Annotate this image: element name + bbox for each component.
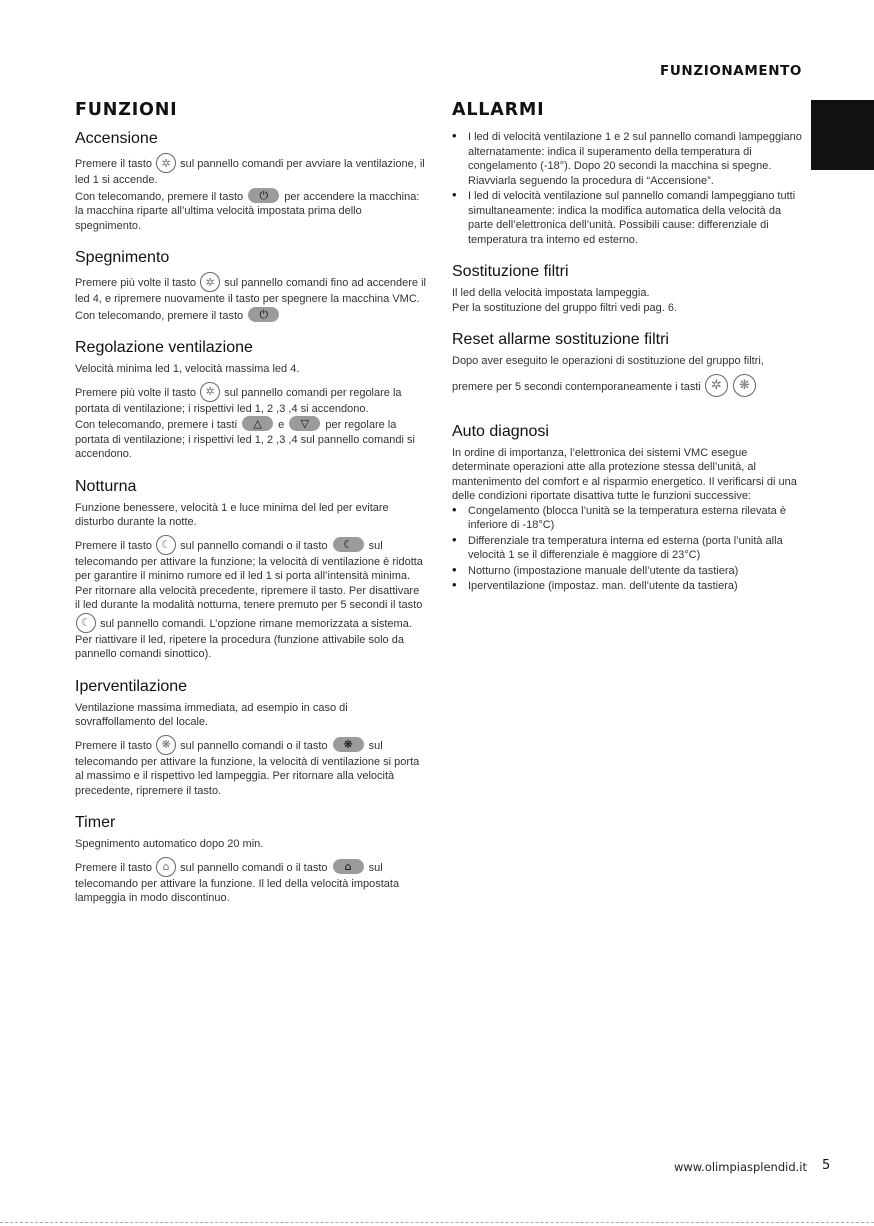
power-remote-icon: ⏻ xyxy=(248,188,279,203)
iperventilazione-section xyxy=(75,678,427,799)
moon-key-icon: ☾ xyxy=(156,535,176,555)
hyper-key-icon: ❋ xyxy=(156,735,176,755)
reset-heading: Reset allarme sostituzione filtri xyxy=(452,331,669,348)
sostituzione-text-2: Per la sostituzione del gruppo filtri vedi pag. 6. xyxy=(452,301,678,314)
sostituzione-heading: Sostituzione filtri xyxy=(452,263,569,280)
timer-remote-icon: ⌂ xyxy=(333,859,364,874)
notturna-section xyxy=(75,478,427,662)
spegnimento-heading: Spegnimento xyxy=(75,249,170,266)
notturna-text-2: Premere il tasto ☾ sul pannello comandi o il tasto ☾ sul telecomando per attivare la funzione; la velocità di ventilazione è ridotta per garantire il minimo rumore ed il led 1 si porta all’intensità minima. Per ritornare alla velocità precedente, ripremere il tasto. Per disattivare il led durante la modalità notturna, tenere premuto per 5 secondi il tasto ☾ sul pannello comandi. L’opzione rimane memorizzata a sistema. Per riattivare il led, ripetere la procedura (funzione attivabile solo da pannello comandi sinottico). xyxy=(75,535,427,662)
moon-key-icon: ☾ xyxy=(76,613,96,633)
regolazione-heading: Regolazione ventilazione xyxy=(75,339,253,356)
fan-key-icon: ✲ xyxy=(705,374,728,397)
auto-diagnosi-item: • Differenziale tra temperatura interna ed esterna (porta l’unità alla velocità 1 se il differenziale è maggiore di 23°C) xyxy=(452,534,804,563)
power-remote-icon: ⏻ xyxy=(248,307,279,322)
spegnimento-section xyxy=(75,249,427,323)
spegnimento-text-1: Premere più volte il tasto ✲ sul pannello comandi fino ad accendere il led 4, e ripremere nuovamente il tasto per spegnere la macchina VMC. xyxy=(75,272,427,307)
allarme-item: • I led di velocità ventilazione sul pannello comandi lampeggiano tutti simultaneamente: indica la modifica automatica della velocità da parte dell’elettronica dell’unità. Possibili cause: differenziale di temperatura tra interno ed esterno. xyxy=(452,189,804,247)
bottom-divider xyxy=(0,1222,874,1223)
timer-key-icon: ⌂ xyxy=(156,857,176,877)
timer-heading: Timer xyxy=(75,814,116,831)
notturna-text-1: Funzione benessere, velocità 1 e luce minima del led per evitare disturbo durante la notte. xyxy=(75,501,389,528)
sostituzione-text-1: Il led della velocità impostata lampeggia. xyxy=(452,287,650,299)
accensione-text-2: Con telecomando, premere il tasto ⏻ per accendere la macchina: la macchina riparte all’ultima velocità impostata prima dello spegnimento. xyxy=(75,188,420,232)
spegnimento-text-2: Con telecomando, premere il tasto ⏻ xyxy=(75,307,427,324)
allarmi-title: ALLARMI xyxy=(452,100,545,120)
auto-diagnosi-list xyxy=(452,504,804,594)
fan-key-icon: ✲ xyxy=(156,153,176,173)
auto-diagnosi-item: • Notturno (impostazione manuale dell’utente da tastiera) xyxy=(452,564,804,579)
auto-diagnosi-text: In ordine di importanza, l’elettronica dei sistemi VMC esegue determinate operazioni atte alla protezione stessa dell’unità, al mantenimento del comfort e al risparmio energetico. Il verificarsi di una delle condizioni riportate disattiva tutte le funzioni successive: xyxy=(452,446,797,502)
footer-url: www.olimpiasplendid.it xyxy=(674,1160,807,1174)
iperventilazione-text-2: Premere il tasto ❋ sul pannello comandi o il tasto ❋ sul telecomando per attivare la funzione, la velocità di ventilazione si porta al massimo e il rispettivo led lampeggia. Per ritornare alla velocità precedente, ripremere il tasto. xyxy=(75,735,427,799)
timer-text-1: Spegnimento automatico dopo 20 min. xyxy=(75,838,264,850)
reset-text-2: premere per 5 secondi contemporaneamente i tasti ✲ ❋ xyxy=(452,374,804,397)
section-tag: FUNZIONAMENTO xyxy=(660,63,802,79)
auto-diagnosi-item: • Iperventilazione (impostaz. man. dell’utente da tastiera) xyxy=(452,579,804,594)
allarmi-column xyxy=(452,100,804,610)
regolazione-text-1: Velocità minima led 1, velocità massima led 4. xyxy=(75,363,300,375)
reset-section xyxy=(452,331,804,397)
regolazione-text-2: Premere più volte il tasto ✲ sul pannello comandi per regolare la portata di ventilazione; i rispettivi led 1, 2 ,3 ,4 si accendono. xyxy=(75,382,427,417)
auto-diagnosi-item: • Congelamento (blocca l’unità se la temperatura esterna rilevata è inferiore di -18°C) xyxy=(452,504,804,533)
sostituzione-section xyxy=(452,263,804,315)
hyper-remote-icon: ❋ xyxy=(333,737,364,752)
funzioni-title: FUNZIONI xyxy=(75,100,178,120)
speed-down-remote-icon: ▽ xyxy=(289,416,320,431)
page-number: 5 xyxy=(822,1158,831,1173)
reset-text-1: Dopo aver eseguito le operazioni di sostituzione del gruppo filtri, xyxy=(452,355,764,367)
auto-diagnosi-heading: Auto diagnosi xyxy=(452,422,549,440)
regolazione-text-3: Con telecomando, premere i tasti △ e ▽ per regolare la portata di ventilazione; i rispettivi led 1, 2 ,3 ,4 sul pannello comandi si accendono. xyxy=(75,417,415,460)
allarmi-list-section xyxy=(452,130,804,247)
iperventilazione-text-1: Ventilazione massima immediata, ad esempio in caso di sovraffollamento del locale. xyxy=(75,701,348,728)
side-tab-marker xyxy=(811,100,874,170)
funzioni-column xyxy=(75,100,427,922)
accensione-text-1: Premere il tasto ✲ sul pannello comandi per avviare la ventilazione, il led 1 si accende. xyxy=(75,153,427,188)
accensione-heading: Accensione xyxy=(75,130,158,147)
regolazione-section xyxy=(75,339,427,462)
hyper-key-icon: ❋ xyxy=(733,374,756,397)
auto-diagnosi-section xyxy=(452,423,804,594)
fan-key-icon: ✲ xyxy=(200,272,220,292)
moon-remote-icon: ☾ xyxy=(333,537,364,552)
timer-text-2: Premere il tasto ⌂ sul pannello comandi o il tasto ⌂ sul telecomando per attivare la funzione. Il led della velocità impostata lampeggia in modo discontinuo. xyxy=(75,857,427,906)
iperventilazione-heading: Iperventilazione xyxy=(75,677,188,695)
notturna-heading: Notturna xyxy=(75,477,137,495)
speed-up-remote-icon: △ xyxy=(242,416,273,431)
accensione-section xyxy=(75,130,427,233)
timer-section xyxy=(75,814,427,906)
allarme-item: • I led di velocità ventilazione 1 e 2 sul pannello comandi lampeggiano alternatamente: indica il superamento della temperatura di congelamento (-18°). Dopo 20 secondi la macchina si spegne. Riavviarla seguendo la procedura di “Accensione”. xyxy=(452,130,804,188)
fan-key-icon: ✲ xyxy=(200,382,220,402)
allarmi-list xyxy=(452,130,804,247)
